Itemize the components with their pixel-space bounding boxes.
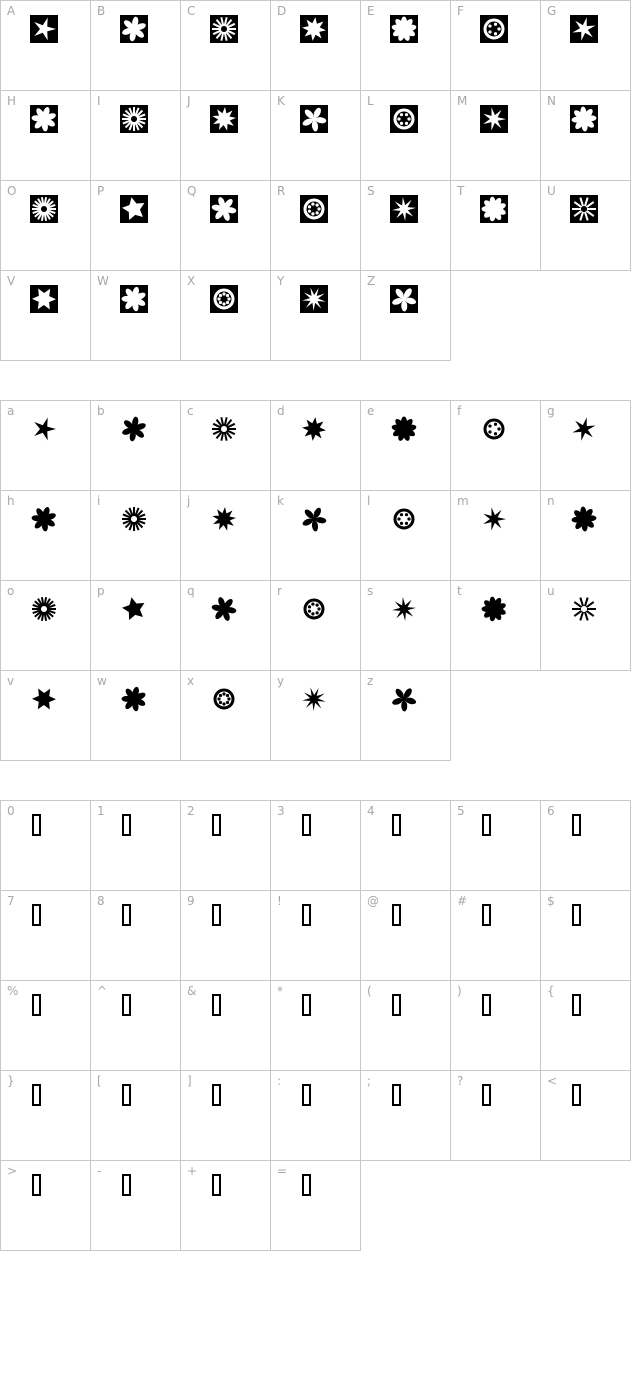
boxed-ornament-icon [120,195,148,223]
missing-glyph-icon [32,1174,41,1196]
glyph-cell [451,181,541,271]
glyph-label: p [97,584,105,598]
glyph-cell [181,800,271,891]
glyph-label: [ [97,1074,102,1088]
glyph-label: $ [547,894,555,908]
ornament-icon [300,685,328,713]
ornament-icon [30,505,58,533]
boxed-ornament-icon [480,15,508,43]
missing-glyph-icon [392,814,401,836]
glyph-label: h [7,494,15,508]
glyph-cell [181,891,271,981]
ornament-icon [210,415,238,443]
missing-glyph-icon [32,814,41,836]
glyph-grid-boxed [0,0,631,361]
glyph-label: 3 [277,804,285,818]
glyph-label: H [7,94,17,108]
glyph-cell [541,800,631,891]
boxed-ornament-icon [390,285,418,313]
glyph-label: m [457,494,469,508]
glyph-cell [361,400,451,491]
glyph-label: & [187,984,197,998]
glyph-cell [181,0,271,91]
glyph-cell [541,581,631,671]
ornament-icon [30,415,58,443]
boxed-ornament-icon [480,195,508,223]
glyph-label: ? [457,1074,464,1088]
missing-glyph-icon [392,1084,401,1106]
ornament-icon [30,595,58,623]
glyph-cell [181,91,271,181]
glyph-cell [0,981,91,1071]
glyph-cell [181,981,271,1071]
missing-glyph-icon [482,904,491,926]
missing-glyph-icon [482,994,491,1016]
glyph-label: 7 [7,894,15,908]
glyph-label: 8 [97,894,105,908]
boxed-ornament-icon [390,15,418,43]
missing-glyph-icon [122,814,131,836]
glyph-label: * [277,984,283,998]
ornament-icon [570,595,598,623]
boxed-ornament-icon [390,195,418,223]
ornament-icon [30,685,58,713]
glyph-label: = [277,1164,288,1178]
glyph-label: x [187,674,195,688]
glyph-cell [271,0,361,91]
glyph-cell [91,1071,181,1161]
glyph-cell [91,400,181,491]
ornament-icon [390,505,418,533]
missing-glyph-icon [122,1174,131,1196]
glyph-cell [181,581,271,671]
glyph-cell [91,271,181,361]
missing-glyph-icon [32,1084,41,1106]
glyph-label: f [457,404,462,418]
glyph-label: S [367,184,375,198]
glyph-label: d [277,404,285,418]
glyph-label: Z [367,274,376,288]
ornament-icon [480,415,508,443]
glyph-cell [271,91,361,181]
glyph-label: I [97,94,101,108]
glyph-label: M [457,94,468,108]
glyph-cell [0,400,91,491]
glyph-label: D [277,4,287,18]
glyph-cell [541,91,631,181]
glyph-cell [541,981,631,1071]
ornament-icon [390,415,418,443]
glyph-label: U [547,184,556,198]
glyph-label: ] [187,1074,192,1088]
missing-glyph-icon [572,1084,581,1106]
glyph-label: } [7,1074,15,1088]
glyph-cell [451,91,541,181]
glyph-label: B [97,4,106,18]
glyph-label: ; [367,1074,372,1088]
glyph-label: r [277,584,282,598]
missing-glyph-icon [212,904,221,926]
missing-glyph-icon [572,814,581,836]
boxed-ornament-icon [390,105,418,133]
glyph-cell [0,91,91,181]
glyph-label: P [97,184,105,198]
missing-glyph-icon [482,1084,491,1106]
glyph-label: 9 [187,894,195,908]
glyph-cell [361,800,451,891]
glyph-cell [451,891,541,981]
missing-glyph-icon [392,994,401,1016]
glyph-cell [0,0,91,91]
glyph-label: W [97,274,109,288]
ornament-icon [120,685,148,713]
glyph-cell [91,981,181,1071]
glyph-label: e [367,404,375,418]
missing-glyph-icon [572,904,581,926]
ornament-icon [120,415,148,443]
glyph-label: L [367,94,374,108]
missing-glyph-icon [212,994,221,1016]
missing-glyph-icon [302,814,311,836]
glyph-cell [451,491,541,581]
boxed-ornament-icon [210,285,238,313]
ornament-icon [210,685,238,713]
glyph-label: 0 [7,804,15,818]
glyph-label: T [457,184,465,198]
glyph-cell [0,671,91,761]
boxed-ornament-icon [570,105,598,133]
glyph-cell [451,800,541,891]
glyph-cell [91,491,181,581]
missing-glyph-icon [302,1084,311,1106]
boxed-ornament-icon [300,285,328,313]
ornament-icon [120,505,148,533]
missing-glyph-icon [122,904,131,926]
glyph-cell [91,800,181,891]
glyph-cell [0,271,91,361]
ornament-icon [300,595,328,623]
glyph-label: t [457,584,462,598]
glyph-cell [361,91,451,181]
missing-glyph-icon [32,904,41,926]
glyph-label: i [97,494,101,508]
glyph-cell [91,891,181,981]
glyph-label: N [547,94,556,108]
glyph-label: - [97,1164,102,1178]
glyph-cell [91,581,181,671]
glyph-cell [181,271,271,361]
glyph-label: G [547,4,557,18]
glyph-cell [361,581,451,671]
glyph-cell [451,981,541,1071]
glyph-cell [271,491,361,581]
glyph-label: w [97,674,107,688]
glyph-label: o [7,584,15,598]
glyph-label: J [187,94,191,108]
boxed-ornament-icon [300,105,328,133]
glyph-cell [361,981,451,1071]
glyph-label: # [457,894,468,908]
glyph-cell [181,1071,271,1161]
boxed-ornament-icon [570,15,598,43]
glyph-label: q [187,584,195,598]
glyph-grid-missing [0,800,631,1251]
glyph-label: j [187,494,191,508]
missing-glyph-icon [32,994,41,1016]
ornament-icon [570,415,598,443]
glyph-label: E [367,4,375,18]
glyph-cell [0,491,91,581]
glyph-label: O [7,184,17,198]
glyph-cell [451,400,541,491]
glyph-cell [361,0,451,91]
missing-glyph-icon [212,814,221,836]
glyph-cell [181,671,271,761]
boxed-ornament-icon [30,285,58,313]
ornament-icon [210,505,238,533]
glyph-grid-plain [0,400,631,761]
glyph-label: 5 [457,804,465,818]
glyph-label: ( [367,984,372,998]
glyph-cell [0,1161,91,1251]
glyph-label: Y [277,274,285,288]
boxed-ornament-icon [30,105,58,133]
glyph-label: g [547,404,555,418]
missing-glyph-icon [302,904,311,926]
glyph-label: 6 [547,804,555,818]
glyph-label: F [457,4,464,18]
glyph-cell [0,800,91,891]
glyph-label: y [277,674,285,688]
glyph-cell [271,400,361,491]
glyph-cell [91,671,181,761]
glyph-cell [181,400,271,491]
missing-glyph-icon [302,994,311,1016]
glyph-cell [361,271,451,361]
glyph-cell [451,581,541,671]
glyph-cell [541,181,631,271]
missing-glyph-icon [122,994,131,1016]
glyph-label: 4 [367,804,375,818]
glyph-cell [271,671,361,761]
glyph-cell [271,271,361,361]
glyph-cell [0,181,91,271]
ornament-icon [570,505,598,533]
glyph-label: Q [187,184,197,198]
glyph-cell [0,581,91,671]
glyph-label: < [547,1074,558,1088]
glyph-cell [271,181,361,271]
ornament-icon [480,595,508,623]
glyph-cell [0,891,91,981]
glyph-label: @ [367,894,379,908]
glyph-cell [271,981,361,1071]
glyph-cell [91,181,181,271]
missing-glyph-icon [122,1084,131,1106]
glyph-cell [91,1161,181,1251]
glyph-cell [271,800,361,891]
boxed-ornament-icon [300,195,328,223]
missing-glyph-icon [572,994,581,1016]
ornament-icon [300,415,328,443]
missing-glyph-icon [392,904,401,926]
glyph-label: n [547,494,555,508]
glyph-cell [361,181,451,271]
boxed-ornament-icon [210,15,238,43]
glyph-cell [361,891,451,981]
glyph-label: > [7,1164,18,1178]
glyph-label: ) [457,984,462,998]
boxed-ornament-icon [300,15,328,43]
boxed-ornament-icon [210,195,238,223]
glyph-cell [451,1071,541,1161]
glyph-label: ! [277,894,282,908]
glyph-cell [541,891,631,981]
glyph-cell [0,1071,91,1161]
missing-glyph-icon [212,1084,221,1106]
glyph-cell [361,671,451,761]
glyph-label: a [7,404,15,418]
glyph-cell [541,0,631,91]
glyph-label: + [187,1164,198,1178]
glyph-label: K [277,94,285,108]
glyph-label: { [547,984,555,998]
boxed-ornament-icon [570,195,598,223]
glyph-label: v [7,674,15,688]
glyph-label: c [187,404,194,418]
glyph-cell [181,181,271,271]
glyph-label: : [277,1074,282,1088]
glyph-label: u [547,584,555,598]
glyph-label: b [97,404,105,418]
missing-glyph-icon [212,1174,221,1196]
missing-glyph-icon [482,814,491,836]
glyph-cell [91,0,181,91]
glyph-label: k [277,494,284,508]
glyph-cell [541,1071,631,1161]
glyph-label: % [7,984,19,998]
glyph-cell [271,891,361,981]
glyph-cell [181,1161,271,1251]
ornament-icon [390,685,418,713]
glyph-label: 2 [187,804,195,818]
glyph-label: C [187,4,196,18]
glyph-cell [271,1071,361,1161]
boxed-ornament-icon [30,195,58,223]
glyph-label: 1 [97,804,105,818]
boxed-ornament-icon [480,105,508,133]
boxed-ornament-icon [210,105,238,133]
boxed-ornament-icon [120,285,148,313]
glyph-cell [451,0,541,91]
glyph-label: z [367,674,374,688]
glyph-label: l [367,494,371,508]
ornament-icon [300,505,328,533]
boxed-ornament-icon [30,15,58,43]
glyph-label: V [7,274,16,288]
glyph-cell [271,581,361,671]
glyph-cell [541,491,631,581]
boxed-ornament-icon [120,105,148,133]
glyph-cell [361,1071,451,1161]
ornament-icon [120,595,148,623]
ornament-icon [210,595,238,623]
glyph-label: R [277,184,286,198]
glyph-cell [541,400,631,491]
glyph-label: X [187,274,196,288]
glyph-label: ^ [97,984,108,998]
glyph-cell [271,1161,361,1251]
glyph-cell [181,491,271,581]
glyph-cell [91,91,181,181]
ornament-icon [480,505,508,533]
boxed-ornament-icon [120,15,148,43]
glyph-label: s [367,584,374,598]
ornament-icon [390,595,418,623]
missing-glyph-icon [302,1174,311,1196]
glyph-label: A [7,4,16,18]
glyph-cell [361,491,451,581]
